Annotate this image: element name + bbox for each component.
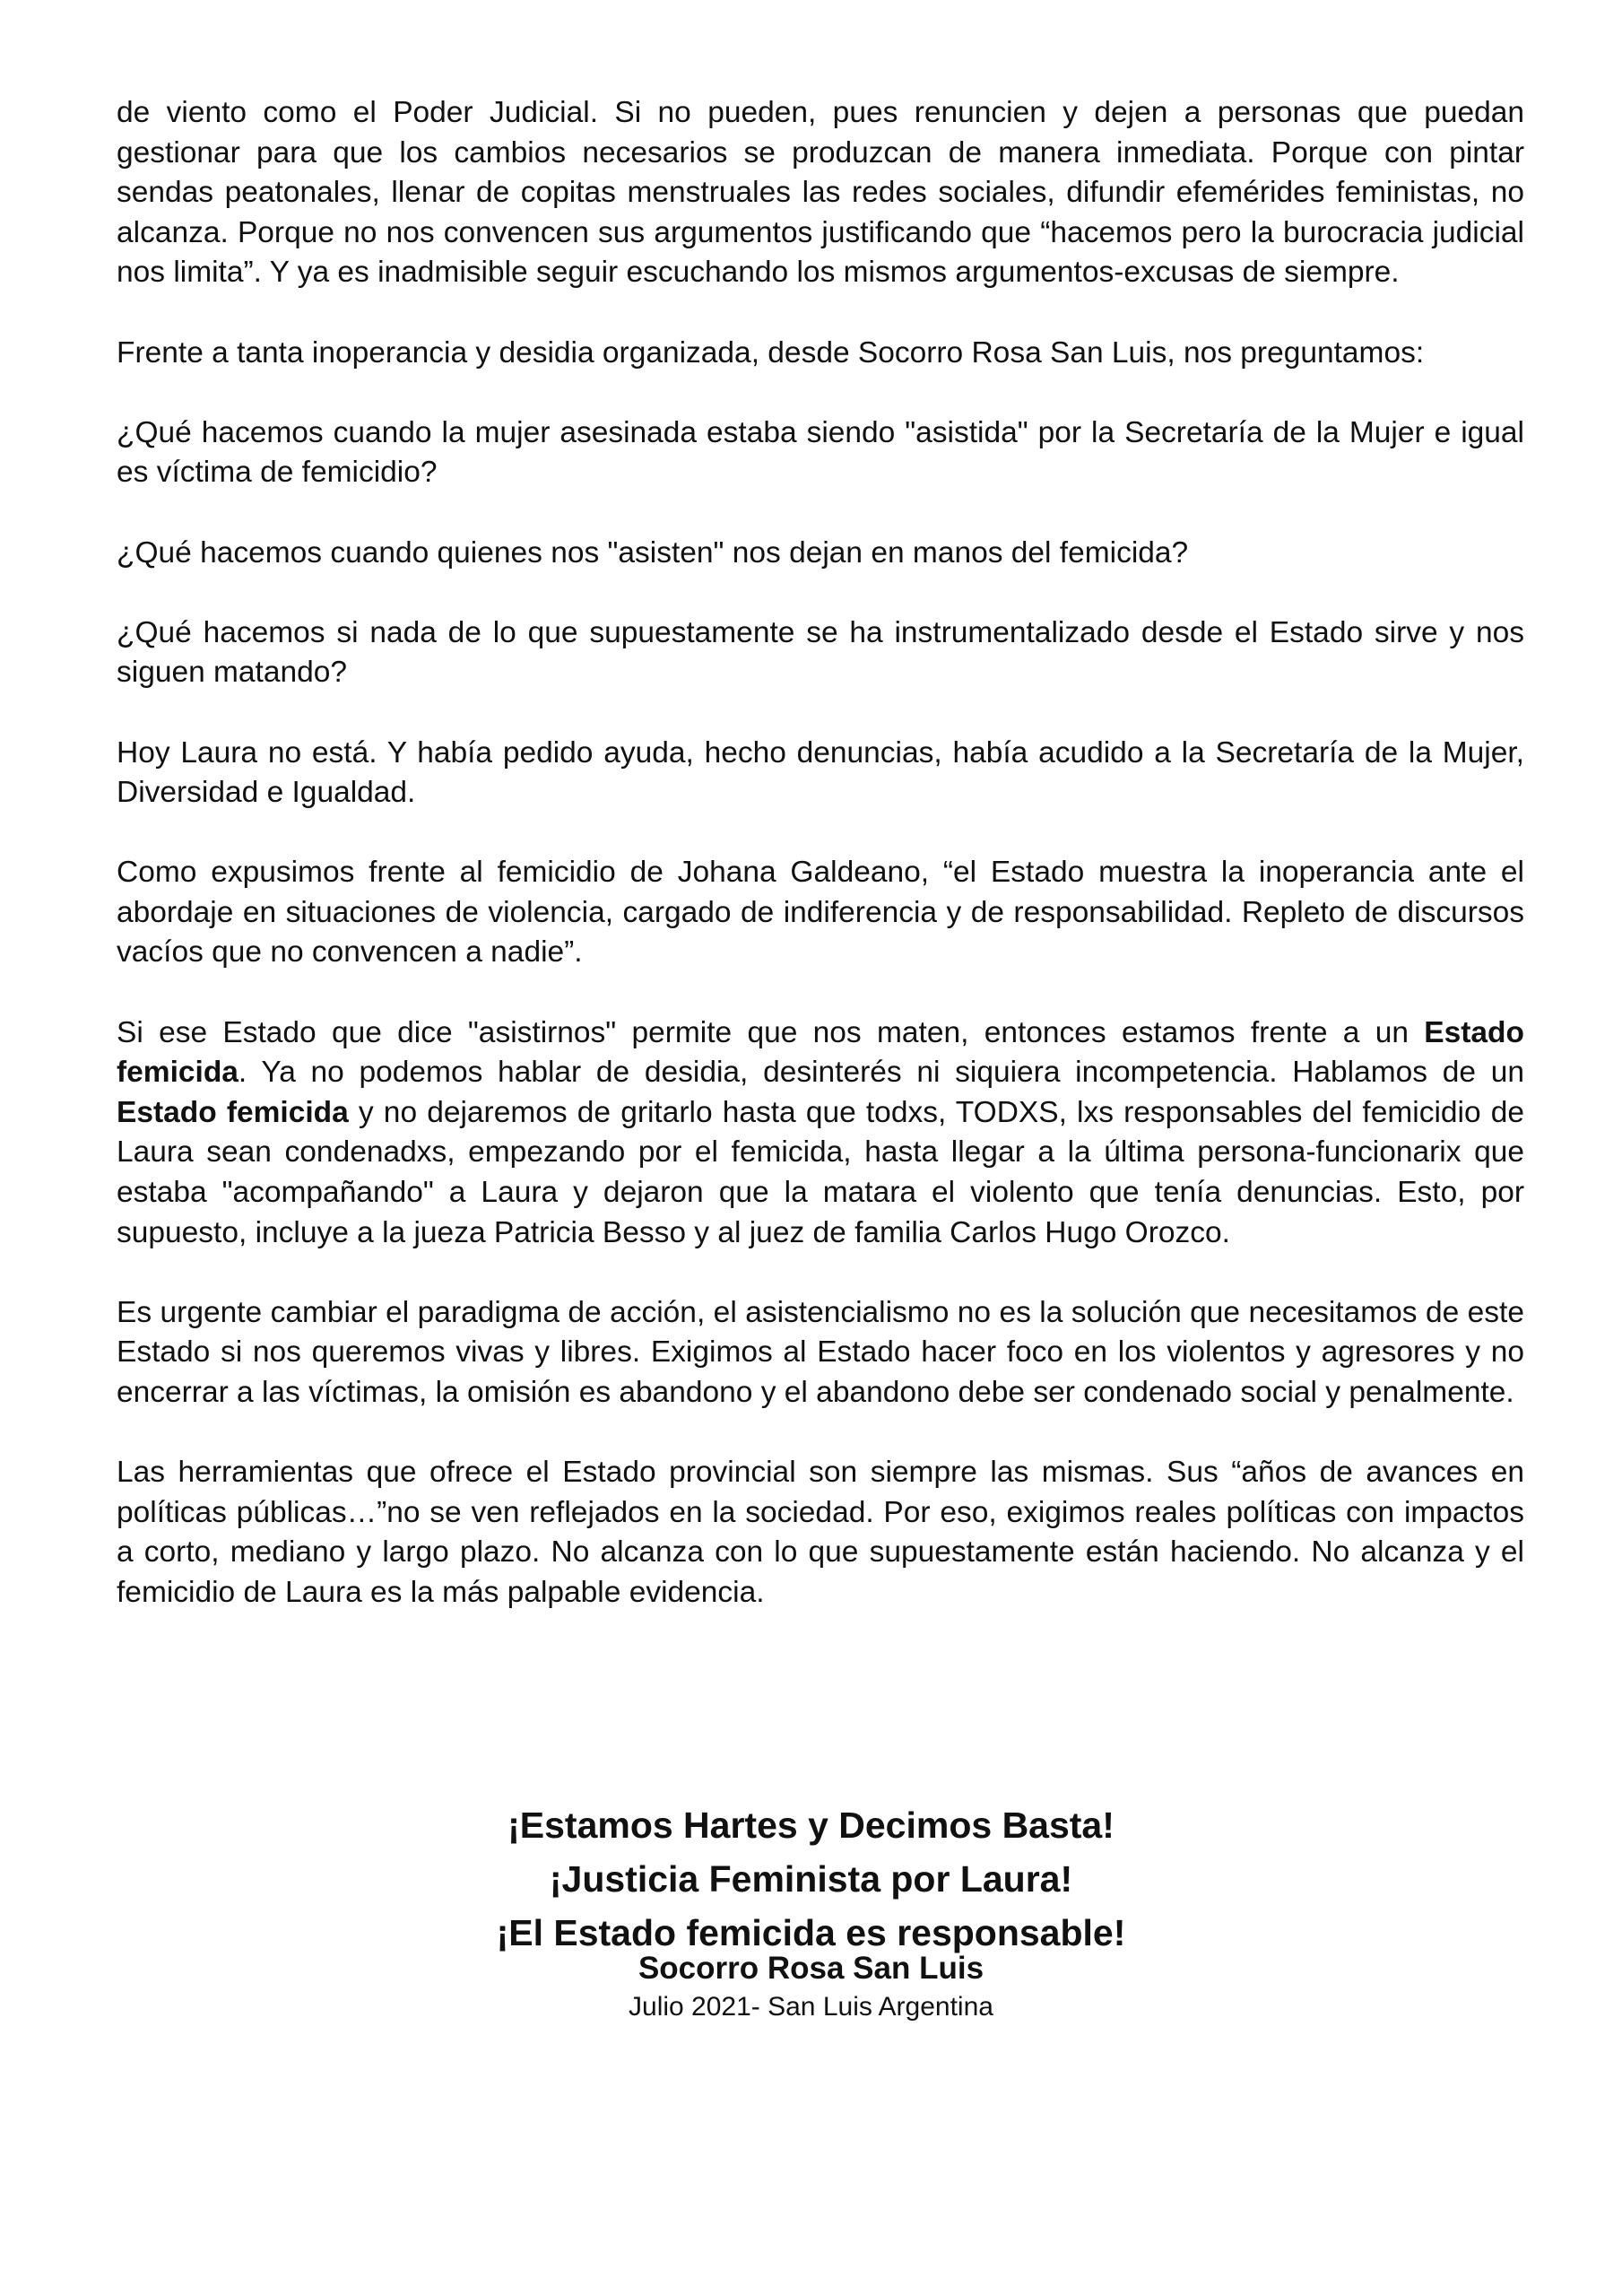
paragraph-9: Es urgente cambiar el paradigma de acción, el asistencialismo no es la solución que necesitamos de este Estado si nos queremos vivas y libres. Exigimos al Estado hacer foco en los violentos y agresores y no encerrar a las víctimas, la omisión es abandono y el abandono debe ser condenado social y penalmente.	[117, 1295, 1524, 1409]
emphasis-estado-femicida-2: Estado femicida	[117, 1095, 349, 1129]
paragraph-10: Las herramientas que ofrece el Estado provincial son siempre las mismas. Sus “años de avances en políticas públicas…”no se ven reflejados en la sociedad. Por eso, exigimos reales políticas con impactos a corto, mediano y largo plazo. No alcanza con lo que supuestamente están haciendo. No alcanza y el femicidio de Laura es la más palpable evidencia.	[117, 1456, 1524, 1609]
paragraph-8-text-3: y no dejaremos de gritarlo hasta que todxs, TODXS, lxs responsables del femicidio de Laura sean condenadxs, empezando por el femicida, hasta llegar a la última persona-funcionarix que estaba "acompañando" a Laura y dejaron que la matara el violento que tenía denuncias. Esto, por supuesto, incluye a la jueza Patricia Besso y al juez de familia Carlos Hugo Orozco.	[117, 1095, 1524, 1249]
signature-name: Socorro Rosa San Luis	[638, 1951, 984, 1986]
paragraph-8-text-2: . Ya no podemos hablar de desidia, desinterés ni siquiera incompetencia. Hablamos de un	[238, 1056, 1524, 1090]
slogan-3: ¡El Estado femicida es responsable!	[496, 1912, 1126, 1953]
paragraph-2: Frente a tanta inoperancia y desidia organizada, desde Socorro Rosa San Luis, nos preguntamos:	[117, 335, 1425, 370]
slogan-2: ¡Justicia Feminista por Laura!	[549, 1858, 1073, 1900]
emphasis-estado-femicida-1: Estado femicida	[117, 1015, 1524, 1090]
signature-date-place: Julio 2021- San Luis Argentina	[629, 1992, 993, 2022]
signature-block	[0, 1948, 1622, 2025]
paragraph-8-text-1: Si ese Estado que dice "asistirnos" permite que nos maten, entonces estamos frente a un	[117, 1015, 1425, 1049]
document-body	[117, 93, 1524, 1613]
paragraph-1: de viento como el Poder Judicial. Si no pueden, pues renuncien y dejen a personas que puedan gestionar para que los cambios necesarios se produzcan de manera inmediata. Porque con pintar sendas peatonales, llenar de copitas menstruales las redes sociales, difundir efemérides feministas, no alcanza. Porque no nos convencen sus argumentos justificando que “hacemos pero la burocracia judicial nos limita”. Y ya es inadmisible seguir escuchando los mismos argumentos-excusas de siempre.	[117, 96, 1524, 290]
paragraph-6: Hoy Laura no está. Y había pedido ayuda, hecho denuncias, había acudido a la Secretaría de la Mujer, Diversidad e Igualdad.	[117, 735, 1524, 810]
paragraph-8	[117, 1013, 1524, 1254]
paragraph-7: Como expusimos frente al femicidio de Johana Galdeano, “el Estado muestra la inoperancia ante el abordaje en situaciones de violencia, cargado de indiferencia y de responsabilidad. Repleto de discursos vacíos que no convencen a nadie”.	[117, 856, 1524, 970]
paragraph-3: ¿Qué hacemos cuando la mujer asesinada estaba siendo "asistida" por la Secretaría de la Mujer e igual es víctima de femicidio?	[117, 415, 1524, 490]
paragraph-4: ¿Qué hacemos cuando quienes nos "asisten" nos dejan en manos del femicida?	[117, 535, 1189, 570]
slogan-1: ¡Estamos Hartes y Decimos Basta!	[507, 1805, 1115, 1846]
paragraph-5: ¿Qué hacemos si nada de lo que supuestamente se ha instrumentalizado desde el Estado sirve y nos siguen matando?	[117, 615, 1524, 690]
closing-slogans	[0, 1798, 1622, 1960]
